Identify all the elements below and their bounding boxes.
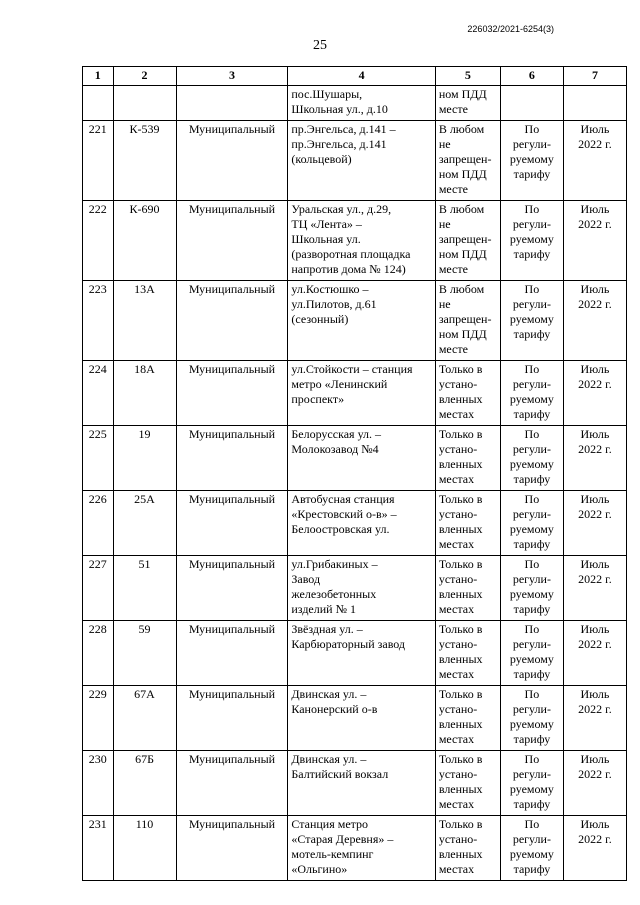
route-path-line: Станция метро [291,817,369,831]
route-path-line: проспект» [291,392,345,406]
tariff-line: регули- [512,297,551,311]
route-path-line: Белорусская ул. – [291,427,382,441]
stop-order-cell [435,361,500,426]
stop-order-line: устано- [438,637,478,651]
stop-order-line: местах [438,667,475,681]
route-number-cell: 51 [113,556,176,621]
tariff-line: По [524,622,540,636]
table-header-row [83,67,627,86]
tariff-line: тарифу [513,537,551,551]
table-row [83,686,627,751]
tariff-line: руемому [509,782,554,796]
start-date-line: 2022 г. [578,832,612,846]
start-date-line: 2022 г. [578,702,612,716]
start-date-line: 2022 г. [578,297,612,311]
stop-order-line: ном ПДД [438,247,487,261]
stop-order-line: месте [438,102,468,116]
tariff-line: По [524,362,540,376]
stop-order-line: местах [438,862,475,876]
start-date-line: 2022 г. [578,217,612,231]
start-date-cell [563,751,626,816]
tariff-line: тарифу [513,602,551,616]
start-date-cell [563,686,626,751]
tariff-line: тарифу [513,407,551,421]
tariff-line: руемому [509,152,554,166]
stop-order-line: вленных [438,652,483,666]
tariff-line: руемому [509,717,554,731]
route-number-cell: 67А [113,686,176,751]
route-path-cell [288,281,435,361]
route-path-line: ул.Стойкости – станция [291,362,413,376]
stop-order-line: устано- [438,507,478,521]
stop-order-line: местах [438,407,475,421]
tariff-line: тарифу [513,732,551,746]
route-type-cell: Муниципальный [176,491,288,556]
tariff-cell [500,816,563,881]
table-row [83,426,627,491]
page-number: 25 [313,38,327,53]
route-number-cell: 19 [113,426,176,491]
stop-order-line: вленных [438,847,483,861]
route-type-cell: Муниципальный [176,621,288,686]
row-number-cell: 226 [83,491,114,556]
table-row [83,621,627,686]
stop-order-line: вленных [438,457,483,471]
route-path-cell [288,556,435,621]
route-type-cell: Муниципальный [176,816,288,881]
stop-order-line: вленных [438,392,483,406]
stop-order-line: устано- [438,832,478,846]
tariff-line: руемому [509,312,554,326]
start-date-cell [563,621,626,686]
route-path-line: «Ольгино» [291,862,348,876]
stop-order-line: Только в [438,622,483,636]
route-type-cell: Муниципальный [176,201,288,281]
stop-order-line: устано- [438,442,478,456]
route-number-cell: 110 [113,816,176,881]
route-number-cell: 25А [113,491,176,556]
route-path-line: Карбюраторный завод [291,637,406,651]
tariff-line: руемому [509,457,554,471]
start-date-cell [563,816,626,881]
start-date-line: 2022 г. [578,442,612,456]
route-path-line: Молокозавод №4 [291,442,379,456]
stop-order-line: запрещен- [438,152,492,166]
stop-order-cell [435,751,500,816]
start-date-cell [563,121,626,201]
stop-order-line: не [438,137,451,151]
tariff-cell [500,491,563,556]
tariff-line: регули- [512,507,551,521]
route-path-line: Уральская ул., д.29, [291,202,392,216]
route-type-cell: Муниципальный [176,281,288,361]
column-header: 3 [176,67,288,86]
tariff-line: регули- [512,637,551,651]
stop-order-line: вленных [438,782,483,796]
route-type-cell: Муниципальный [176,686,288,751]
route-number-cell: 18А [113,361,176,426]
row-number-cell [83,86,114,121]
route-path-line: Автобусная станция [291,492,395,506]
start-date-line: Июль [580,687,610,701]
start-date-line: 2022 г. [578,507,612,521]
route-type-cell: Муниципальный [176,556,288,621]
stop-order-cell [435,686,500,751]
tariff-line: тарифу [513,472,551,486]
row-number-cell: 221 [83,121,114,201]
start-date-line: 2022 г. [578,137,612,151]
route-number-cell: 67Б [113,751,176,816]
tariff-line: По [524,282,540,296]
start-date-line: Июль [580,202,610,216]
stop-order-line: вленных [438,717,483,731]
route-number-cell: 59 [113,621,176,686]
table-row [83,86,627,121]
start-date-line: Июль [580,557,610,571]
stop-order-line: запрещен- [438,312,492,326]
route-path-line: пос.Шушары, [291,87,363,101]
stop-order-line: не [438,297,451,311]
start-date-line: Июль [580,622,610,636]
route-type-cell: Муниципальный [176,121,288,201]
tariff-cell [500,621,563,686]
table-row [83,491,627,556]
route-path-line: метро «Ленинский [291,377,388,391]
document-id: 226032/2021-6254(3) [467,24,554,34]
row-number-cell: 224 [83,361,114,426]
stop-order-line: устано- [438,767,478,781]
tariff-line: По [524,557,540,571]
start-date-line: Июль [580,122,610,136]
row-number-cell: 229 [83,686,114,751]
route-path-cell [288,751,435,816]
table-row [83,121,627,201]
route-path-line: пр.Энгельса, д.141 – [291,122,396,136]
start-date-line: Июль [580,817,610,831]
route-path-cell [288,816,435,881]
start-date-line: Июль [580,282,610,296]
route-path-line: Белоостровская ул. [291,522,390,536]
stop-order-line: Только в [438,362,483,376]
tariff-cell [500,361,563,426]
tariff-line: По [524,752,540,766]
stop-order-line: Только в [438,687,483,701]
route-type-cell: Муниципальный [176,361,288,426]
routes-table [82,66,627,881]
tariff-line: регули- [512,442,551,456]
row-number-cell: 228 [83,621,114,686]
start-date-cell [563,86,626,121]
tariff-line: По [524,202,540,216]
tariff-cell [500,121,563,201]
row-number-cell: 222 [83,201,114,281]
route-path-line: Двинская ул. – [291,752,367,766]
route-path-line: мотель-кемпинг [291,847,374,861]
table-row [83,281,627,361]
start-date-line: 2022 г. [578,637,612,651]
route-number-cell: К-690 [113,201,176,281]
route-path-line: Завод [291,572,321,586]
tariff-line: регули- [512,767,551,781]
route-number-cell: 13А [113,281,176,361]
route-path-cell [288,491,435,556]
start-date-line: 2022 г. [578,377,612,391]
tariff-line: руемому [509,587,554,601]
tariff-line: тарифу [513,797,551,811]
route-path-line: изделий № 1 [291,602,357,616]
start-date-line: Июль [580,752,610,766]
route-path-line: Канонерский о-в [291,702,378,716]
tariff-line: регули- [512,217,551,231]
start-date-cell [563,426,626,491]
tariff-line: тарифу [513,247,551,261]
stop-order-cell [435,86,500,121]
column-header: 6 [500,67,563,86]
stop-order-cell [435,121,500,201]
route-path-cell [288,121,435,201]
tariff-cell [500,556,563,621]
route-path-cell [288,621,435,686]
stop-order-line: местах [438,472,475,486]
start-date-line: Июль [580,362,610,376]
stop-order-line: ном ПДД [438,167,487,181]
route-path-line: ТЦ «Лента» – [291,217,362,231]
tariff-cell [500,281,563,361]
start-date-line: Июль [580,492,610,506]
route-path-line: ул.Пилотов, д.61 [291,297,377,311]
tariff-line: регули- [512,832,551,846]
tariff-cell [500,201,563,281]
tariff-line: тарифу [513,862,551,876]
route-path-line: ул.Грибакиных – [291,557,378,571]
start-date-line: 2022 г. [578,767,612,781]
route-path-line: Двинская ул. – [291,687,367,701]
table-row [83,816,627,881]
route-path-cell [288,201,435,281]
tariff-line: По [524,687,540,701]
route-path-line: Школьная ул. [291,232,361,246]
tariff-line: регули- [512,702,551,716]
route-path-cell [288,361,435,426]
column-header: 1 [83,67,114,86]
column-header: 2 [113,67,176,86]
column-header: 7 [563,67,626,86]
route-path-cell [288,686,435,751]
start-date-line: Июль [580,427,610,441]
stop-order-cell [435,281,500,361]
tariff-line: тарифу [513,667,551,681]
tariff-line: руемому [509,392,554,406]
row-number-cell: 223 [83,281,114,361]
table-row [83,201,627,281]
route-path-line: (разворотная площадка [291,247,411,261]
row-number-cell: 225 [83,426,114,491]
stop-order-cell [435,491,500,556]
route-type-cell [176,86,288,121]
route-number-cell: К-539 [113,121,176,201]
stop-order-line: местах [438,797,475,811]
tariff-line: По [524,122,540,136]
route-path-line: железобетонных [291,587,377,601]
route-path-line: пр.Энгельса, д.141 [291,137,387,151]
tariff-line: регули- [512,137,551,151]
tariff-line: регули- [512,377,551,391]
stop-order-line: вленных [438,587,483,601]
stop-order-line: В любом [438,122,485,136]
tariff-cell [500,686,563,751]
stop-order-line: Только в [438,427,483,441]
stop-order-cell [435,556,500,621]
stop-order-line: месте [438,262,468,276]
route-path-line: (сезонный) [291,312,349,326]
stop-order-line: устано- [438,377,478,391]
row-number-cell: 230 [83,751,114,816]
table-row [83,751,627,816]
route-type-cell: Муниципальный [176,426,288,491]
route-path-cell [288,86,435,121]
tariff-line: По [524,427,540,441]
stop-order-line: устано- [438,702,478,716]
column-header: 5 [435,67,500,86]
route-path-line: Звёздная ул. – [291,622,363,636]
stop-order-line: устано- [438,572,478,586]
route-path-line: «Старая Деревня» – [291,832,394,846]
tariff-line: По [524,492,540,506]
start-date-cell [563,361,626,426]
tariff-line: руемому [509,652,554,666]
tariff-line: руемому [509,847,554,861]
tariff-cell [500,751,563,816]
tariff-line: тарифу [513,327,551,341]
row-number-cell: 231 [83,816,114,881]
column-header: 4 [288,67,435,86]
stop-order-line: В любом [438,282,485,296]
stop-order-cell [435,816,500,881]
stop-order-line: Только в [438,752,483,766]
stop-order-line: вленных [438,522,483,536]
route-type-cell: Муниципальный [176,751,288,816]
stop-order-line: месте [438,342,468,356]
tariff-line: руемому [509,232,554,246]
stop-order-line: местах [438,732,475,746]
start-date-cell [563,491,626,556]
tariff-line: По [524,817,540,831]
start-date-line: 2022 г. [578,572,612,586]
stop-order-line: не [438,217,451,231]
stop-order-line: Только в [438,492,483,506]
stop-order-cell [435,426,500,491]
route-path-cell [288,426,435,491]
tariff-cell [500,86,563,121]
stop-order-line: Только в [438,557,483,571]
start-date-cell [563,281,626,361]
route-path-line: Школьная ул., д.10 [291,102,388,116]
stop-order-cell [435,621,500,686]
start-date-cell [563,556,626,621]
route-path-line: ул.Костюшко – [291,282,369,296]
stop-order-line: ном ПДД [438,327,487,341]
start-date-cell [563,201,626,281]
stop-order-line: запрещен- [438,232,492,246]
stop-order-line: В любом [438,202,485,216]
table-row [83,361,627,426]
row-number-cell: 227 [83,556,114,621]
route-path-line: «Крестовский о-в» – [291,507,397,521]
route-path-line: напротив дома № 124) [291,262,406,276]
stop-order-line: месте [438,182,468,196]
tariff-line: тарифу [513,167,551,181]
route-path-line: Балтийский вокзал [291,767,389,781]
tariff-cell [500,426,563,491]
stop-order-line: ном ПДД [438,87,487,101]
stop-order-cell [435,201,500,281]
stop-order-line: местах [438,537,475,551]
route-number-cell [113,86,176,121]
route-path-line: (кольцевой) [291,152,352,166]
tariff-line: регули- [512,572,551,586]
tariff-line: руемому [509,522,554,536]
table-row [83,556,627,621]
stop-order-line: местах [438,602,475,616]
stop-order-line: Только в [438,817,483,831]
